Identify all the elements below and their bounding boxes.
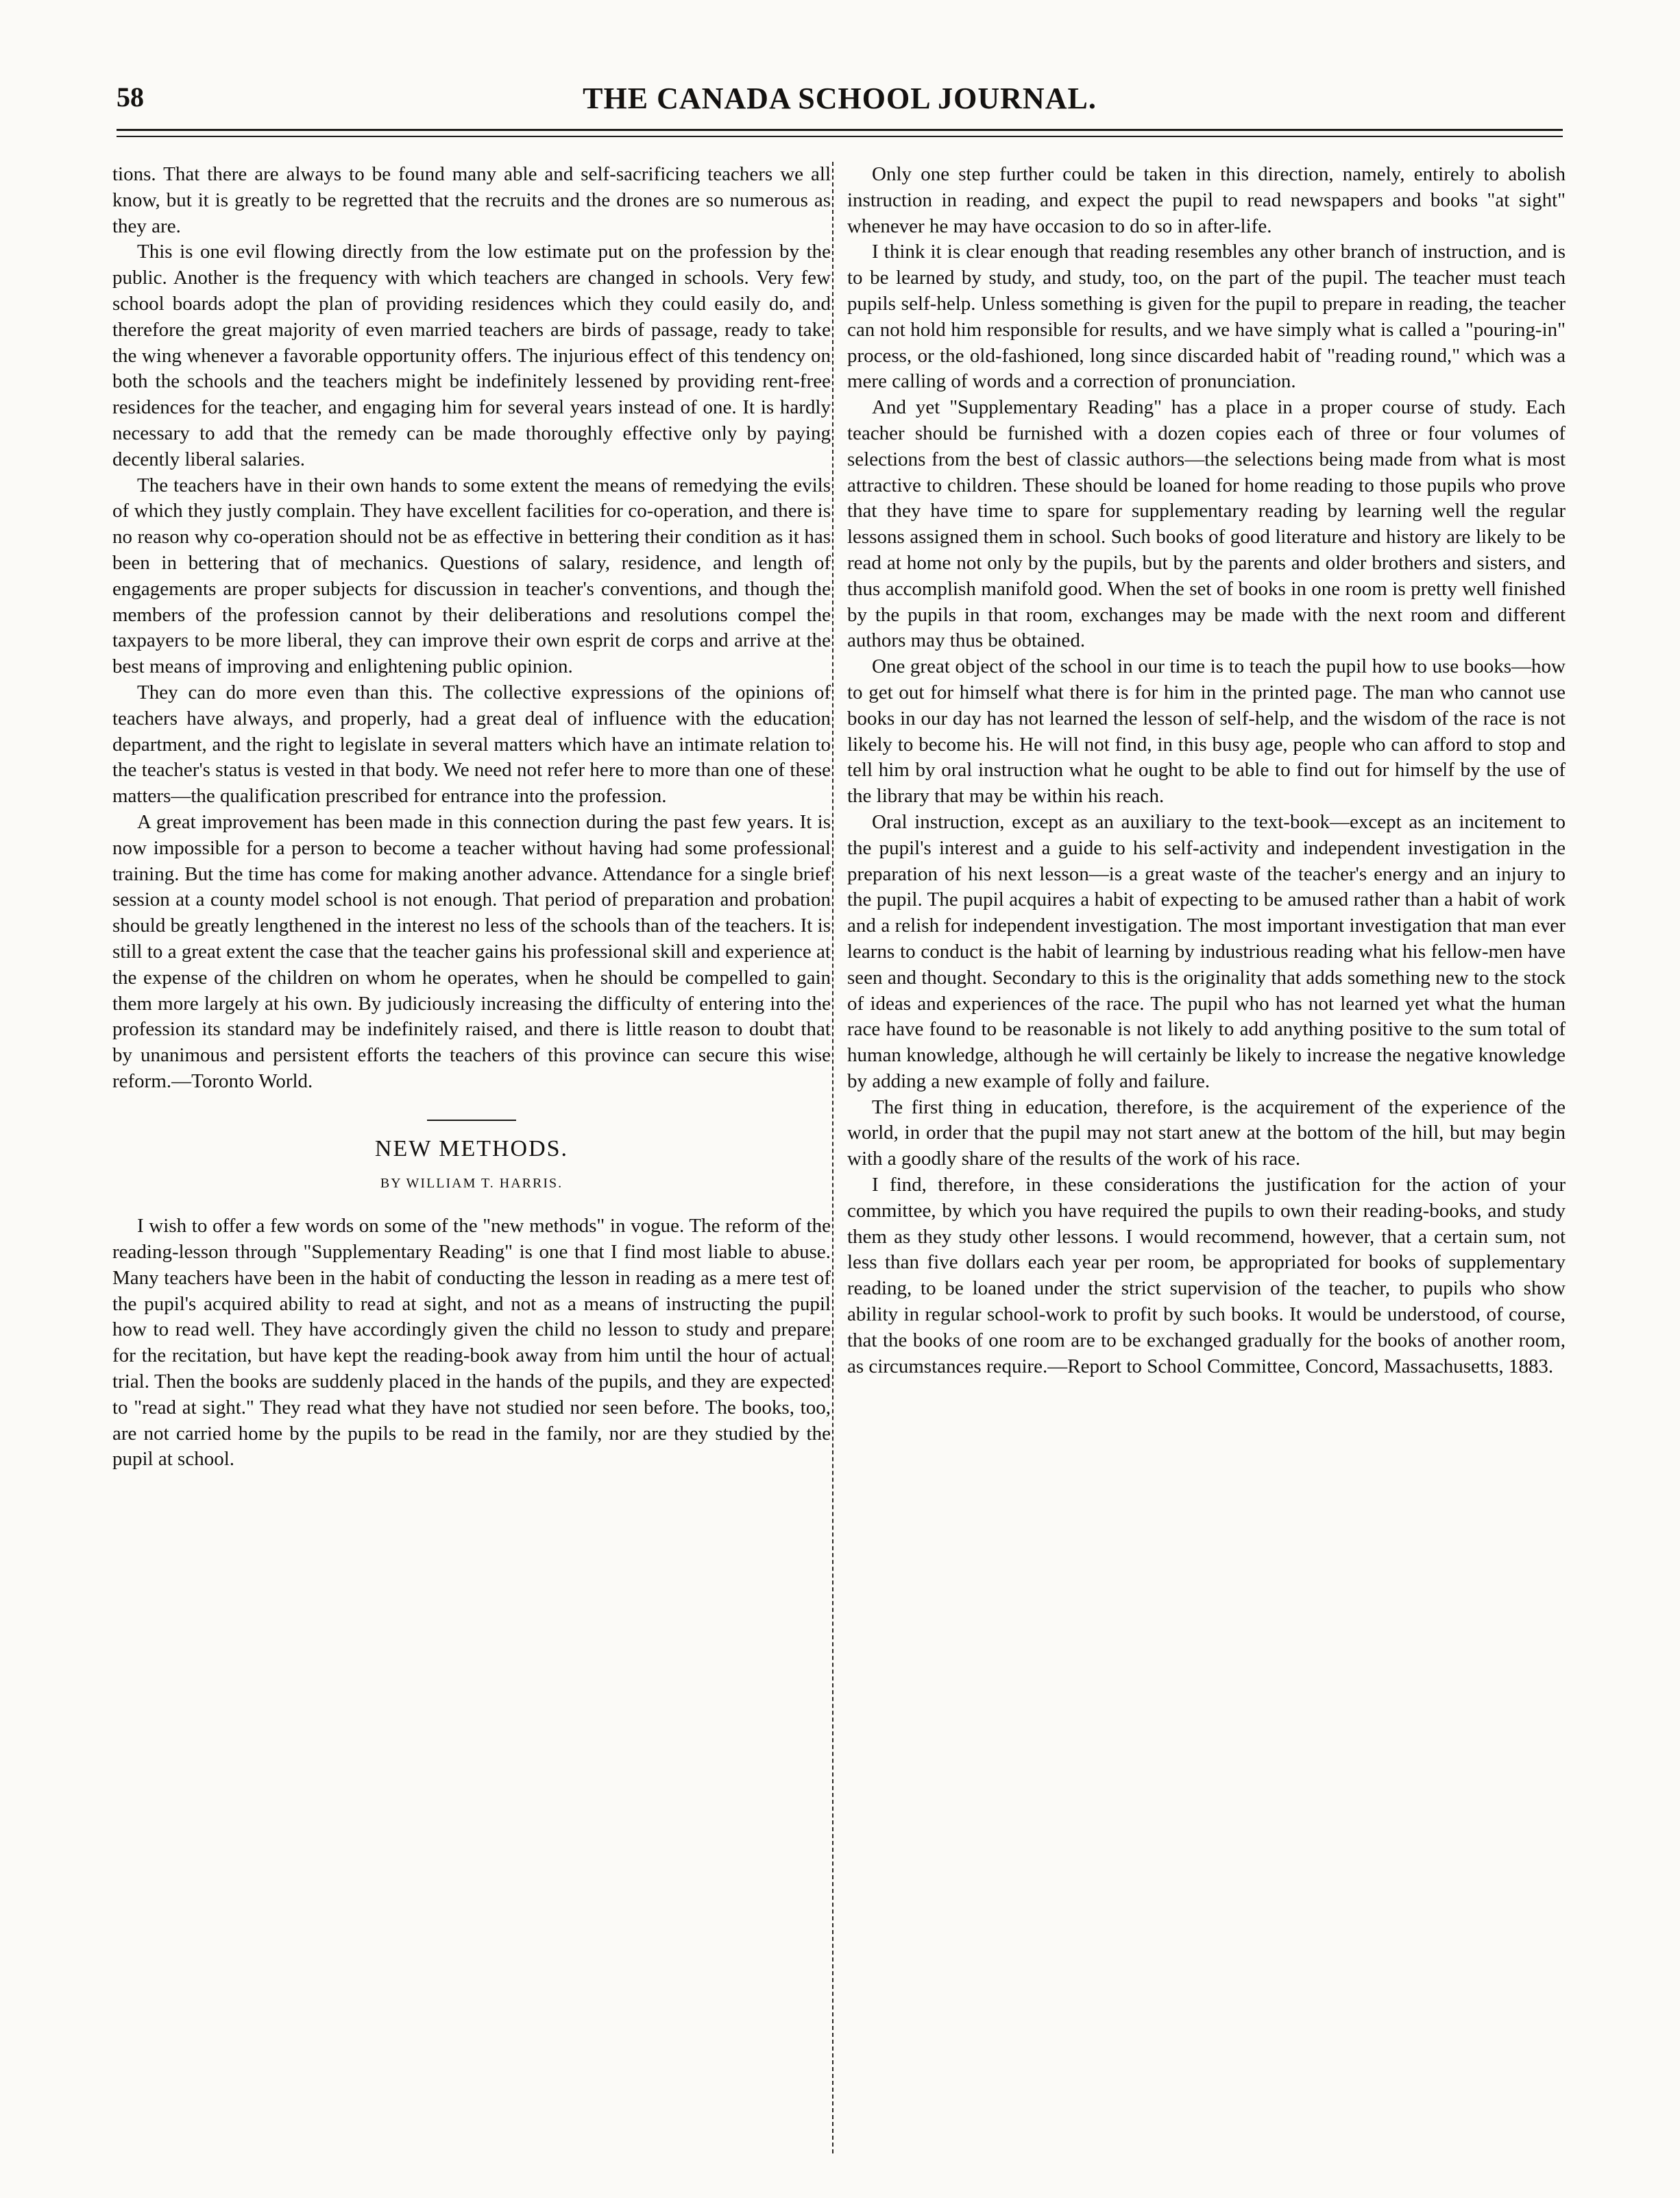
article-title: NEW METHODS.	[374, 1135, 569, 1161]
paragraph: The first thing in education, therefore, is the acquirement of the experience of the world, in order that the pupil may not start anew at the bottom of the hill, but may begin with a goodly share of the results of the work of his race.	[847, 1096, 1566, 1170]
article-byline: BY WILLIAM T. HARRIS.	[380, 1176, 563, 1192]
header-rule	[117, 129, 1563, 131]
journal-title: THE CANADA SCHOOL JOURNAL.	[583, 82, 1097, 115]
article-separator	[427, 1120, 516, 1121]
page-header	[117, 81, 1563, 125]
paragraph: They can do more even than this. The collective expressions of the opinions of teachers have always, and properly, had a great deal of influence with the education department, and the right to legislate in several matters which have an intimate relation to the teacher's status is vested in that body. We need not refer here to more than one of these matters—the qualification prescribed for entrance into the profession.	[112, 681, 831, 808]
paragraph: One great object of the school in our time is to teach the pupil how to use books—how to get out for himself what there is for him in the printed page. The man who cannot use books in our day has not learned the lesson of self-help, and the wisdom of the race is not likely to become his. He will not find, in this busy age, people who can afford to stop and tell him by oral instruction what he ought to be able to find out for himself by the use of the library that may be within his reach.	[847, 655, 1566, 808]
paragraph: I find, therefore, in these considerations the justification for the action of your committee, by which you have required the pupils to own their reading-books, and study them as they study other lessons. I would recommend, however, that a certain sum, not less than five dollars each year per room, be appropriated for books of supplementary reading, to be loaned under the strict supervision of the teacher, to pupils who show ability in regular school-work to profit by such books. It would be understood, of course, that the books of one room are to be exchanged gradually for the books of another room, as circumstances require.—Report to School Committee, Concord, Massachusetts, 1883.	[847, 1174, 1566, 1377]
paragraph: tions. That there are always to be found many able and self-sacrificing teachers we all know, but it is greatly to be regretted that the recruits and the drones are so numerous as they are.	[112, 163, 831, 237]
paragraph: And yet "Supplementary Reading" has a place in a proper course of study. Each teacher should be furnished with a dozen copies each of three or four volumes of selections from the best of classic authors—the selections being made from what is most attractive to children. These should be loaned for home reading to those pupils who prove that they have time to spare for supplementary reading by learning well the regular lessons assigned them in school. Such books of good literature and history are likely to be read at home not only by the pupils, but by the parents and older brothers and sisters, and thus accomplish manifold good. When the set of books in one room is pretty well finished by the pupils in that room, exchanges may be made with the next room and different authors may thus be obtained.	[847, 396, 1566, 652]
paragraph: Oral instruction, except as an auxiliary to the text-book—except as an incitement to the pupil's interest and a guide to his self-activity and independent investigation in the preparation of his next lesson—is a great waste of the teacher's energy and an injury to the pupil. The pupil acquires a habit of expecting to be amused rather than a habit of work and a relish for independent investigation. The most important investigation that man ever learns to conduct is the habit of learning by industrious reading what his fellow-men have seen and thought. Secondary to this is the originality that adds something new to the stock of ideas and experiences of the race. The pupil who has not learned yet what the human race have found to be reasonable is not likely to add anything positive to the sum total of human knowledge, although he will certainly be likely to increase the negative knowledge by adding a new example of folly and failure.	[847, 810, 1566, 1092]
right-column	[847, 162, 1566, 1379]
paragraph: This is one evil flowing directly from the low estimate put on the profession by the public. Another is the frequency with which teachers are changed in schools. Very few school boards adopt the plan of providing residences which they could easily do, and therefore the great majority of even married teachers are birds of passage, ready to take the wing whenever a favorable opportunity offers. The injurious effect of this tendency on both the schools and the teachers might be indefinitely lessened by providing rent-free residences for the teacher, and engaging him for several years instead of one. It is hardly necessary to add that the remedy can be made thoroughly effective only by paying decently liberal salaries.	[112, 241, 831, 470]
column-divider	[832, 162, 833, 2153]
page-number: 58	[117, 82, 144, 112]
left-column	[112, 162, 831, 1473]
paragraph: A great improvement has been made in this connection during the past few years. It is now impossible for a person to become a teacher without having had some professional training. But the time has come for making another advance. Attendance for a single brief session at a county model school is not enough. That period of preparation and probation should be greatly lengthened in the interest no less of the schools than of the teachers. It is still to a great extent the case that the teacher gains his professional skill and experience at the expense of the children on whom he operates, when he should be compelled to gain them more largely at his own. By judiciously increasing the difficulty of entering into the profession its standard may be indefinitely raised, and there is little reason to doubt that by unanimous and persistent efforts the teachers of this province can secure this wise reform.—Toronto World.	[112, 810, 831, 1092]
header-rule-thin	[117, 136, 1563, 137]
paragraph: The teachers have in their own hands to some extent the means of remedying the evils of which they justly complain. They have excellent facilities for co-operation, and there is no reason why co-operation should not be as effective in bettering their condition as it has been in bettering that of mechanics. Questions of salary, residence, and length of engagements are proper subjects for discussion in teacher's conventions, and though the members of the profession cannot by their deliberations and resolutions compel the taxpayers to be more liberal, they can improve their own esprit de corps and arrive at the best means of improving and enlightening public opinion.	[112, 474, 831, 678]
paragraph: I think it is clear enough that reading resembles any other branch of instruction, and is to be learned by study, and study, too, on the part of the pupil. The teacher must teach pupils self-help. Unless something is given for the pupil to prepare in reading, the teacher can not hold him responsible for results, and we have simply what is called a "pouring-in" process, or the old-fashioned, long since discarded habit of "reading round," which was a mere calling of words and a correction of pronunciation.	[847, 241, 1566, 393]
paragraph: Only one step further could be taken in this direction, namely, entirely to abolish instruction in reading, and expect the pupil to read newspapers and books "at sight" whenever he may have occasion to do so in after-life.	[847, 163, 1566, 237]
paragraph: I wish to offer a few words on some of the "new methods" in vogue. The reform of the reading-lesson through "Supplementary Reading" is one that I find most liable to abuse. Many teachers have been in the habit of conducting the lesson in reading as a mere test of the pupil's acquired ability to read at sight, and not as a means of instructing the pupil how to read well. They have accordingly given the child no lesson to study and prepare for the recitation, but have kept the reading-book away from him until the hour of actual trial. Then the books are suddenly placed in the hands of the pupils, and they are expected to "read at sight." They read what they have not studied nor seen before. The books, too, are not carried home by the pupils to be read in the family, nor are they studied by the pupil at school.	[112, 1215, 831, 1471]
